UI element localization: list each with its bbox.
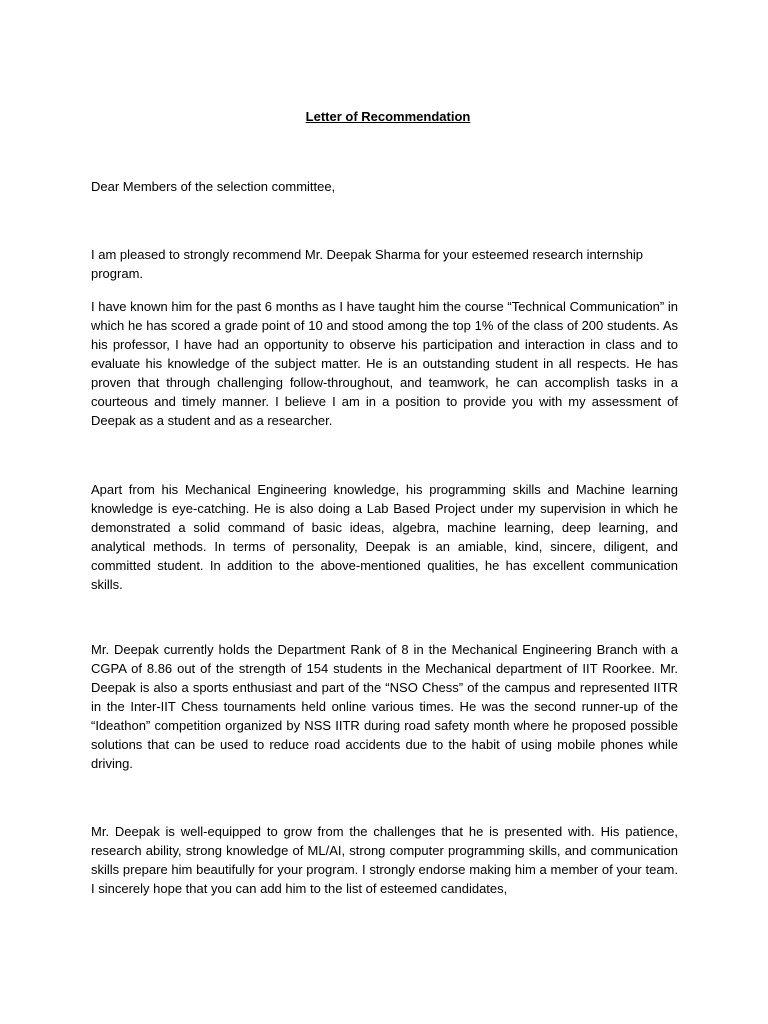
letter-title: Letter of Recommendation bbox=[305, 109, 471, 124]
paragraph-endorsement: Mr. Deepak is well-equipped to grow from the challenges that he is presented with. His patience, research ability, strong knowledge of ML/AI, strong computer programming skills, and communication skills prepare him beautifully for your program. I strongly endorse making him a member of your team. I sincerely hope that you can add him to the list of esteemed candidates, bbox=[91, 824, 678, 896]
paragraph-achievements: Mr. Deepak currently holds the Department Rank of 8 in the Mechanical Engineering Branch with a CGPA of 8.86 out of the strength of 154 students in the Mechanical department of IIT Roorkee. Mr. Deepak is also a sports enthusiast and part of the “NSO Chess” of the campus and represented IITR in the Inter-IIT Chess tournaments held online various times. He was the second runner-up of the “Ideathon” competition organized by NSS IITR during road safety month where he proposed possible solutions that can be used to reduce road accidents due to the habit of using mobile phones while driving. bbox=[91, 642, 678, 771]
paragraph-intro: I am pleased to strongly recommend Mr. Deepak Sharma for your esteemed research internship program. bbox=[91, 247, 644, 281]
paragraph-course: I have known him for the past 6 months as I have taught him the course “Technical Communication” in which he has scored a grade point of 10 and stood among the top 1% of the class of 200 students. As his professor, I have had an opportunity to observe his participation and interaction in class and to evaluate his knowledge of the subject matter. He is an outstanding student in all respects. He has proven that through challenging follow-throughout, and teamwork, he can accomplish tasks in a courteous and timely manner. I believe I am in a position to provide you with my assessment of Deepak as a student and as a researcher. bbox=[91, 299, 678, 428]
salutation: Dear Members of the selection committee, bbox=[91, 179, 336, 194]
paragraph-skills: Apart from his Mechanical Engineering knowledge, his programming skills and Machine learning knowledge is eye-catching. He is also doing a Lab Based Project under my supervision in which he demonstrated a solid command of basic ideas, algebra, machine learning, deep learning, and analytical methods. In terms of personality, Deepak is an amiable, kind, sincere, diligent, and committed student. In addition to the above-mentioned qualities, he has excellent communication skills. bbox=[91, 482, 678, 592]
